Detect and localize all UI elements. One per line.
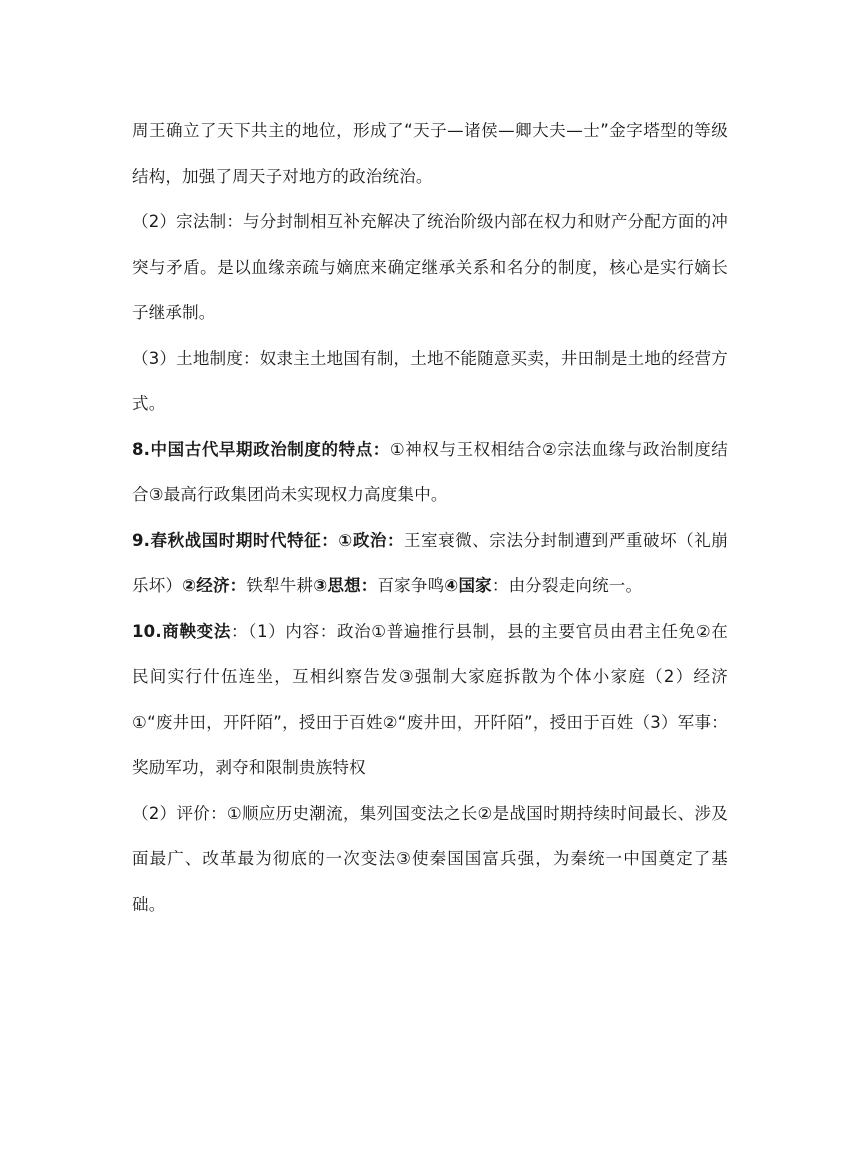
heading-shang-yang: 10.商鞅变法 (132, 621, 231, 641)
paragraph-clan-system: （2）宗法制：与分封制相互补充解决了统治阶级内部在权力和财产分配方面的冲突与矛盾。是以血缘亲疏与嫡庶来确定继承关系和名分的制度，核心是实行嫡长子继承制。 (132, 212, 728, 322)
paragraph-land-system: （3）土地制度：奴隶主土地国有制，土地不能随意买卖，井田制是土地的经营方式。 (132, 348, 728, 413)
paragraph-early-politics (132, 427, 728, 518)
text-thought: 百家争鸣 (377, 576, 445, 595)
label-thought: ③思想： (313, 576, 378, 595)
heading-spring-autumn: 9.春秋战国时期时代特征： (132, 530, 339, 550)
text-state: ：由分裂走向统一。 (491, 576, 643, 595)
text-shang-yang: ：（1）内容：政治①普遍推行县制，县的主要官员由君主任免②在民间实行什伍连坐，互相纠察告发③强制大家庭拆散为个体小家庭（2）经济①“废井田，开阡陌”，授田于百姓②“废井田，开阡陌”，授田于百姓（3）军事：奖励军功，剥夺和限制贵族特权 (132, 621, 728, 777)
heading-early-politics: 8.中国古代早期政治制度的特点： (132, 439, 390, 459)
paragraph-zhou-hierarchy: 周王确立了天下共主的地位，形成了“天子—诸侯—卿大夫—士”金字塔型的等级结构，加强了周天子对地方的政治统治。 (132, 121, 728, 186)
label-state: ④国家 (444, 576, 492, 595)
paragraph-spring-autumn (132, 518, 728, 609)
text-politics: 王室衰微、宗法分封制遭到严重破坏（礼崩乐坏） (132, 530, 728, 595)
paragraph-evaluation: （2）评价：①顺应历史潮流，集列国变法之长②是战国时期持续时间最长、涉及面最广、改革最为彻底的一次变法③使秦国国富兵强，为秦统一中国奠定了基础。 (132, 803, 728, 914)
text-economy: 铁犁牛耕 (246, 576, 314, 595)
paragraph-shang-yang (132, 609, 728, 791)
text-early-politics: ①神权与王权相结合②宗法血缘与政治制度结合③最高行政集团尚未实现权力高度集中。 (132, 439, 728, 504)
label-politics: ①政治： (338, 530, 405, 550)
label-economy: ②经济： (182, 576, 247, 595)
document-page (132, 108, 728, 927)
